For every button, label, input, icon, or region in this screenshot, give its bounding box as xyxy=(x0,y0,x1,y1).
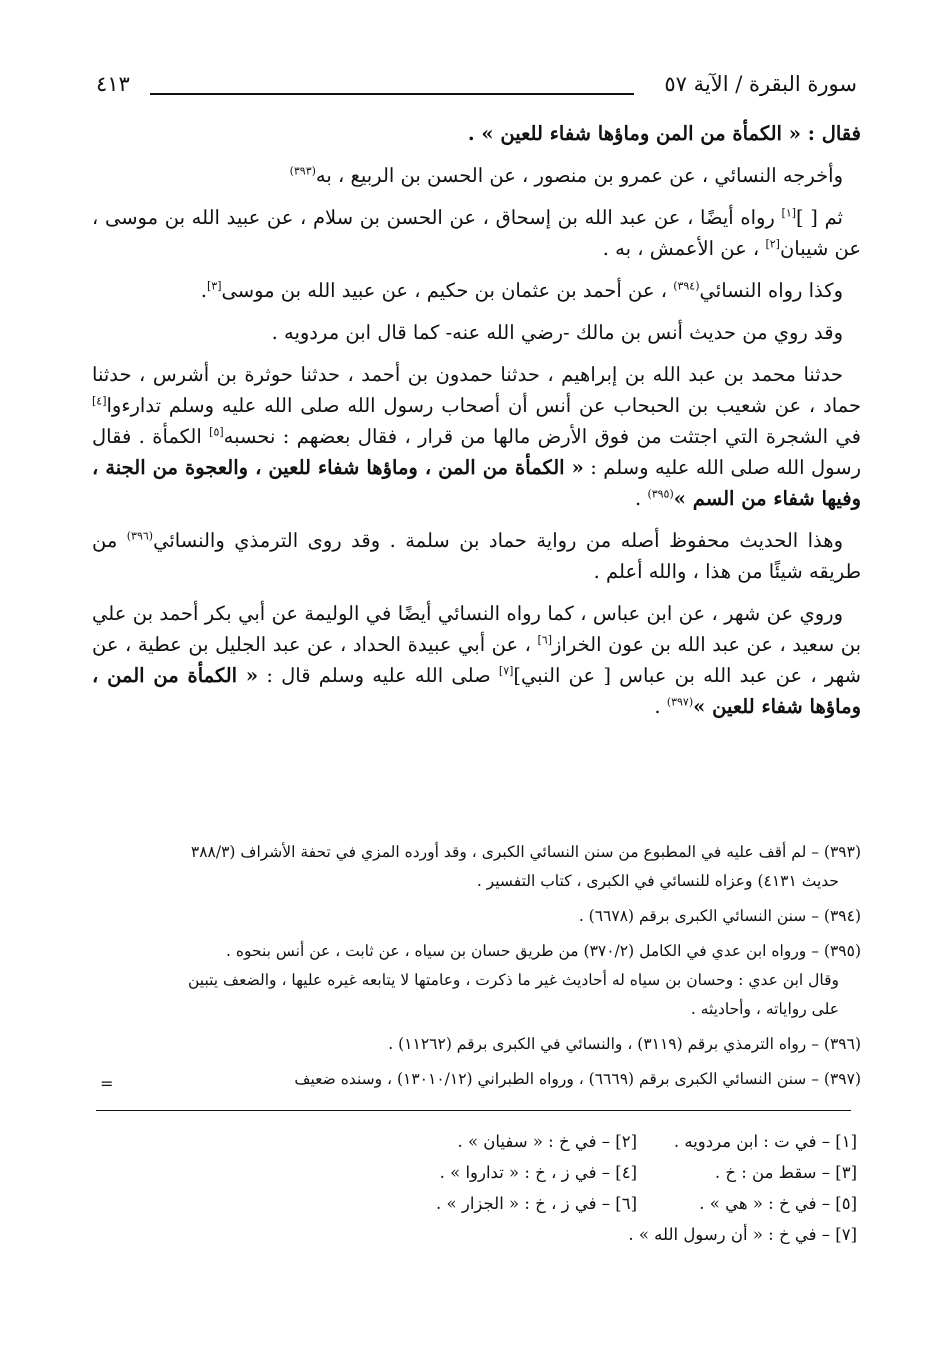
footnote-393 xyxy=(92,838,861,896)
variant-row xyxy=(237,1219,857,1250)
text: الكمأة . فقال رسول الله صلى الله عليه وسلم : xyxy=(92,425,861,479)
text: ثم [ ] xyxy=(796,206,843,229)
text: صلى الله عليه وسلم قال : xyxy=(258,664,499,687)
variant-1: [١] – في ت : ابن مردويه . xyxy=(673,1132,857,1151)
hadith-quote: « الكمأة من المن ، وماؤها شفاء للعين ، والعجوة من الجنة ، وفيها شفاء من السم » xyxy=(92,456,861,510)
variants-rule xyxy=(96,1110,851,1111)
text: . xyxy=(635,487,648,510)
continuation-mark: = xyxy=(100,1074,114,1093)
footnote-text: على رواياته ، وأحاديثه . xyxy=(690,1000,839,1018)
text: وأخرجه النسائي ، عن عمرو بن منصور ، عن الحسن بن الربيع ، به xyxy=(315,164,843,187)
variant-ref: [١] xyxy=(781,206,797,220)
footnote-text: حديث ٤١٣١) وعزاه للنسائي في الكبرى ، كتاب التفسير . xyxy=(476,872,839,890)
text: وروي عن شهر ، عن ابن عباس ، كما رواه النسائي أيضًا في الوليمة عن أبي بكر أحمد بن علي بن سعيد ، عن عبد الله بن عون الخراز xyxy=(92,602,862,656)
text: وهذا الحديث محفوظ أصله من رواية حماد بن سلمة . وقد روى الترمذي والنسائي xyxy=(153,529,843,552)
variant-notes xyxy=(237,1126,857,1250)
text: ، عن الأعمش ، به . xyxy=(602,237,766,260)
variant-ref: [٦] xyxy=(537,633,552,647)
running-title: سورة البقرة / الآية ٥٧ xyxy=(664,72,857,96)
text: حدثنا محمد بن عبد الله بن إبراهيم ، حدثنا حمدون بن أحمد ، حدثنا حوثرة بن أشرس ، حدثنا حماد ، عن شعيب بن الحبحاب عن أنس أن أصحاب رسول الله صلى الله عليه وسلم تدارءوا xyxy=(92,363,861,417)
paragraph-7 xyxy=(92,525,861,587)
text: ، عن أبي عبيدة الحداد ، عن عبد الجليل بن عطية ، عن شهر ، عن عبد الله بن عباس [ عن النبي] xyxy=(92,633,861,687)
variant-ref: [٥] xyxy=(209,425,224,439)
footnote-394 xyxy=(92,902,861,931)
variant-ref: [٤] xyxy=(92,394,107,408)
paragraph-8 xyxy=(92,598,861,722)
hadith-quote: فقال : « الكمأة من المن وماؤها شفاء للعين » . xyxy=(467,122,861,145)
paragraph-3 xyxy=(92,202,861,264)
footnote-396 xyxy=(92,1030,861,1059)
paragraph-2 xyxy=(92,160,861,191)
footnote-text: (٣٩٦) – رواه الترمذي برقم (٣١١٩) ، والنسائي في الكبرى برقم (١١٢٦٢) . xyxy=(388,1035,861,1053)
footnote-ref: (٣٩٣) xyxy=(289,164,316,178)
footnote-ref: (٣٩٦) xyxy=(126,529,154,543)
text: . xyxy=(200,279,207,302)
running-header xyxy=(96,62,857,96)
footnote-395 xyxy=(92,937,861,1024)
footnote-text: (٣٩٤) – سنن النسائي الكبرى برقم (٦٦٧٨) . xyxy=(578,907,861,925)
variant-5: [٥] – في خ : « هي » . xyxy=(699,1194,857,1213)
variant-3: [٣] – سقط من : خ . xyxy=(714,1163,857,1182)
text: وقد روي من حديث أنس بن مالك -رضي الله عنه- كما قال ابن مردويه . xyxy=(271,321,843,344)
variant-row xyxy=(237,1126,857,1157)
footnote-text: (٣٩٣) – لم أقف عليه في المطبوع من سنن النسائي الكبرى ، وقد أورده المزي في تحفة الأشراف (٣٨٨/٣ xyxy=(190,843,861,861)
footnote-397 xyxy=(92,1065,861,1094)
text: في الشجرة التي اجتثت من فوق الأرض مالها من قرار ، فقال بعضهم : نحسبه xyxy=(223,425,861,448)
footnote-text: (٣٩٧) – سنن النسائي الكبرى برقم (٦٦٦٩) ، ورواه الطبراني (١٣٠١٠/١٢) ، وسنده ضعيف xyxy=(294,1070,861,1088)
footnote-ref: (٣٩٤) xyxy=(673,279,700,293)
variant-7: [٧] – في خ : « أن رسول الله » . xyxy=(628,1225,857,1244)
paragraph-6 xyxy=(92,359,861,514)
variant-ref: [٧] xyxy=(498,664,514,678)
text: من طريقه شيئًا من هذا ، والله أعلم . xyxy=(92,529,861,583)
footnote-text: وقال ابن عدي : وحسان بن سياه له أحاديث غير ما ذكرت ، وعامتها لا يتابعه غيره عليها ، والضعف يتبين xyxy=(187,971,839,989)
footnote-text: (٣٩٥) – ورواه ابن عدي في الكامل (٣٧٠/٢) من طريق حسان بن سياه ، عن ثابت ، عن أنس بنحوه . xyxy=(226,942,861,960)
main-text xyxy=(92,118,861,733)
page-number: ٤١٣ xyxy=(96,72,130,96)
variant-6: [٦] – في ز ، خ : « الجزار » . xyxy=(436,1194,637,1213)
variant-row xyxy=(237,1157,857,1188)
text: رواه أيضًا ، عن عبد الله بن إسحاق ، عن الحسن بن سلام ، عن عبيد الله بن موسى ، عن شيبان xyxy=(92,206,861,260)
footnote-ref: (٣٩٥) xyxy=(647,487,674,501)
variant-ref: [٢] xyxy=(765,237,780,251)
variant-row xyxy=(237,1188,857,1219)
text: وكذا رواه النسائي xyxy=(699,279,843,302)
paragraph-1 xyxy=(92,118,861,149)
text: . xyxy=(654,695,667,718)
variant-2: [٢] – في خ : « سفيان » . xyxy=(457,1132,637,1151)
paragraph-5 xyxy=(92,317,861,348)
footnote-ref: (٣٩٧) xyxy=(666,695,694,709)
hadith-quote: « الكمأة من المن ، وماؤها شفاء للعين » xyxy=(92,664,861,718)
variant-ref: [٣] xyxy=(206,279,222,293)
footnotes xyxy=(92,838,861,1100)
header-rule xyxy=(150,93,634,95)
variant-4: [٤] – في ز ، خ : « تداروا » . xyxy=(439,1163,637,1182)
paragraph-4 xyxy=(92,275,861,306)
text: ، عن أحمد بن عثمان بن حكيم ، عن عبيد الله بن موسى xyxy=(221,279,674,302)
